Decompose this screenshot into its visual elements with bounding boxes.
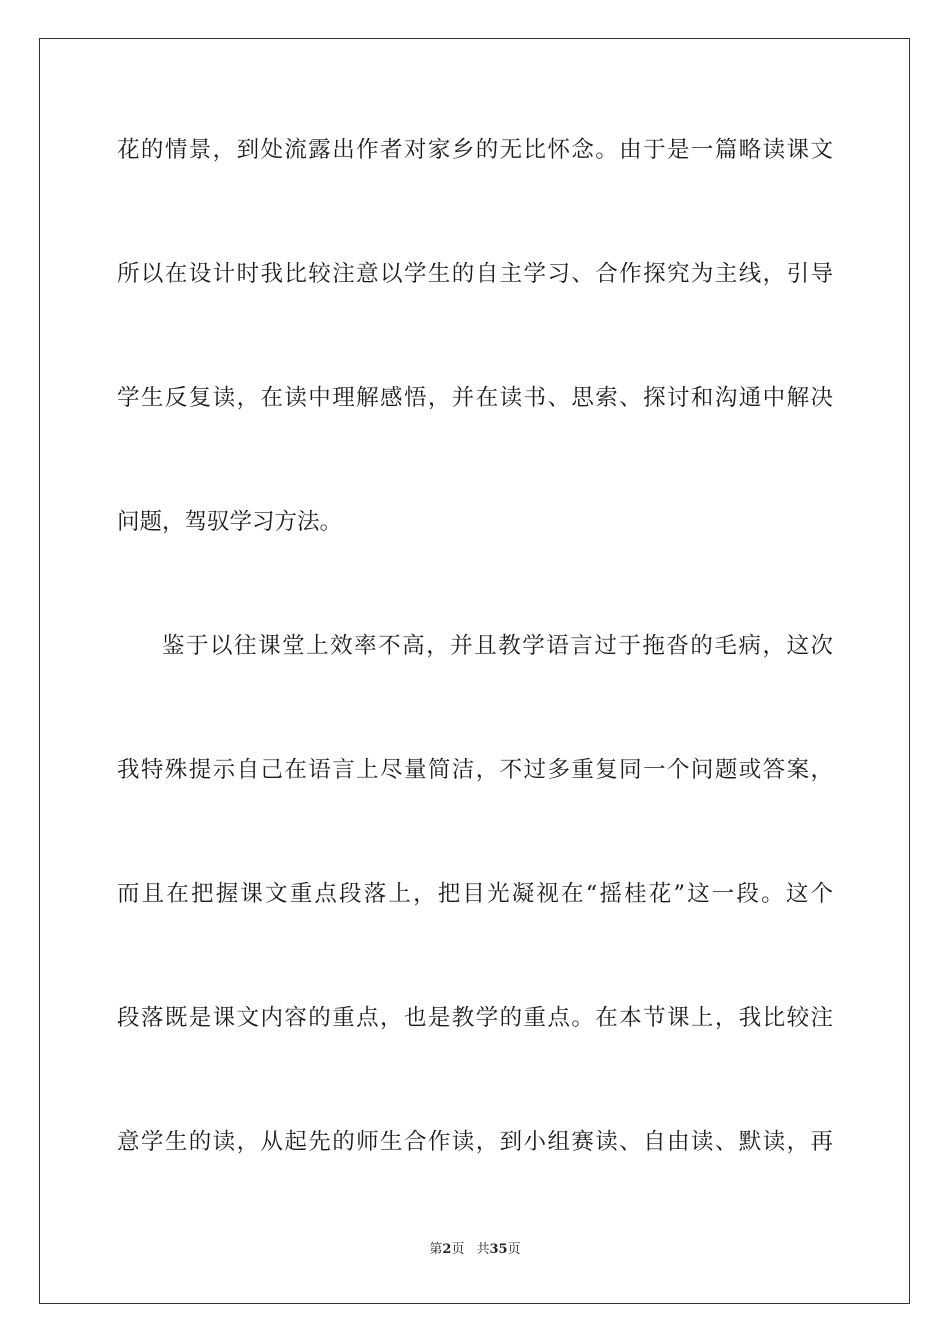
paragraph-line-8: 段落既是课文内容的重点，也是教学的重点。在本节课上，我比较注 <box>117 1005 833 1031</box>
page-footer <box>0 1240 950 1260</box>
paragraph-line-7: 而且在把握课文重点段落上，把目光凝视在“摇桂花”这一段。这个 <box>117 881 833 907</box>
paragraph-line-2: 所以在设计时我比较注意以学生的自主学习、合作探究为主线，引导 <box>117 261 833 287</box>
paragraph-line-9: 意学生的读，从起先的师生合作读，到小组赛读、自由读、默读，再 <box>117 1129 833 1155</box>
total-prefix: 共 <box>476 1242 490 1257</box>
paragraph-line-4: 问题，驾驭学习方法。 <box>117 509 343 535</box>
paragraph-line-5-indented: 鉴于以往课堂上效率不高，并且教学语言过于拖沓的毛病，这次 <box>162 633 833 659</box>
page-suffix: 页 <box>451 1242 465 1257</box>
total-suffix: 页 <box>507 1242 521 1257</box>
page-current-number: 2 <box>442 1242 452 1257</box>
page-prefix: 第 <box>429 1242 443 1257</box>
paragraph-line-3: 学生反复读，在读中理解感悟，并在读书、思索、探讨和沟通中解决 <box>117 385 833 411</box>
page-total-number: 35 <box>489 1242 508 1257</box>
page-border <box>39 38 910 1304</box>
paragraph-line-1: 花的情景，到处流露出作者对家乡的无比怀念。由于是一篇略读课文 <box>117 137 833 163</box>
paragraph-line-6: 我特殊提示自己在语言上尽量简洁，不过多重复同一个问题或答案， <box>117 757 833 783</box>
